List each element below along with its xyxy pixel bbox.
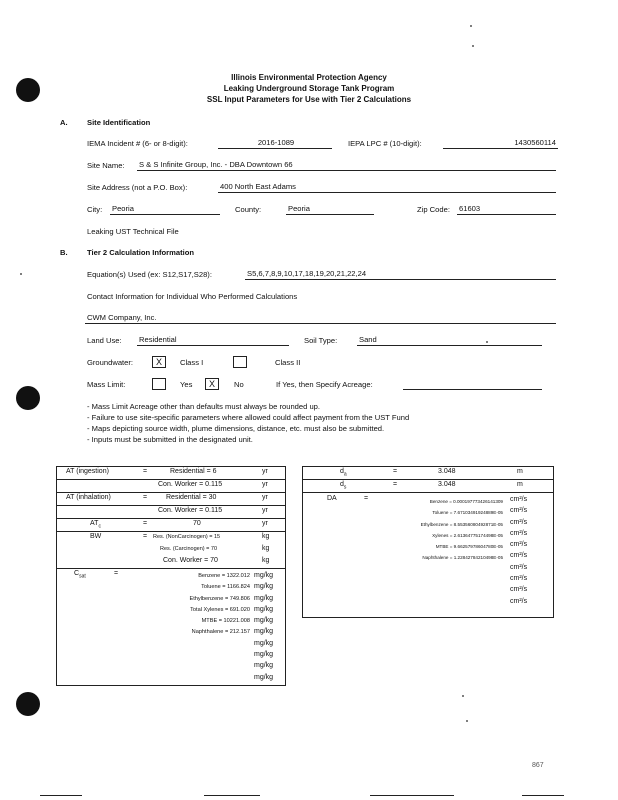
scan-speck [20, 273, 22, 275]
lpc-field[interactable]: 1430560114 [443, 138, 558, 149]
scan-speck [486, 341, 488, 343]
unit-m: m [517, 468, 523, 475]
csat-units [254, 570, 273, 683]
equals-sign: = [143, 494, 148, 501]
at-ingestion-residential: Residential = 6 [170, 468, 217, 475]
site-address-field[interactable]: 400 North East Adams [218, 182, 556, 193]
equations-label: Equation(s) Used (ex: S12,S17,S28): [87, 270, 212, 279]
unit-cm2s: cm²/s [510, 496, 528, 503]
unit-yr: yr [262, 468, 268, 475]
punch-hole-middle [16, 386, 40, 410]
site-name-field[interactable]: S & S Infinite Group, Inc. - DBA Downtown 66 [137, 160, 556, 171]
zip-label: Zip Code: [417, 205, 450, 214]
unit-m: m [517, 481, 523, 488]
unit-mgkg: mg/kg [254, 583, 274, 591]
unit-yr: yr [262, 520, 268, 527]
bw-label: BW [90, 533, 102, 540]
soil-type-field[interactable]: Sand [357, 335, 542, 346]
unit-kg: kg [262, 545, 270, 552]
DA-row: Toluene = 7.67103491924889E-05 [432, 510, 503, 516]
note-item: - Maps depicting source width, plume dimensions, distance, etc. must also be submitted. [87, 424, 385, 433]
csat-label: $C_{sat}$ [74, 570, 86, 580]
csat-row: Toluene = 1166.824 [201, 584, 250, 591]
mass-limit-label: Mass Limit: [87, 380, 126, 389]
unit-mgkg: mg/kg [254, 651, 274, 659]
at-inhalation-label: AT (inhalation) [66, 494, 111, 501]
unit-mgkg: mg/kg [254, 617, 274, 625]
zip-field[interactable]: 61603 [457, 204, 556, 215]
contact-field[interactable]: CWM Company, Inc. [85, 313, 556, 324]
unit-cm2s: cm²/s [510, 541, 528, 549]
unit-mgkg: mg/kg [254, 605, 274, 613]
at-ingestion-con-worker: Con. Worker = 0.115 [158, 481, 223, 488]
form-title: SSL Input Parameters for Use with Tier 2 Calculations [206, 95, 412, 104]
DA-row: Benzene = 0.000197773426141309 [429, 499, 503, 504]
mass-limit-yes-checkbox[interactable] [152, 378, 166, 390]
equals-sign: = [393, 481, 398, 488]
scan-mark [370, 795, 454, 796]
unit-cm2s: cm²/s [510, 563, 528, 571]
unit-mgkg: mg/kg [254, 673, 274, 681]
land-use-label: Land Use: [87, 336, 122, 345]
mass-limit-no-label: No [234, 380, 244, 389]
equals-sign: = [114, 570, 119, 577]
page-number: 867 [532, 762, 544, 769]
unit-mgkg: mg/kg [254, 639, 274, 647]
punch-hole-bottom [16, 692, 40, 716]
csat-row: Total Xylenes = 691.020 [190, 606, 250, 613]
bw-con-worker: Con. Worker = 70 [163, 557, 218, 564]
county-label: County: [235, 205, 262, 214]
program-title: Leaking Underground Storage Tank Program [223, 84, 395, 93]
csat-row: Benzene = 1322.012 [198, 573, 250, 579]
unit-kg: kg [262, 557, 270, 564]
scan-speck [470, 25, 472, 27]
da-label: $d_a$ [340, 468, 347, 478]
contact-label: Contact Information for Individual Who Performed Calculations [87, 292, 298, 301]
unit-cm2s: cm²/s [510, 518, 528, 526]
scan-mark [522, 795, 564, 796]
unit-cm2s: cm²/s [510, 507, 528, 515]
unit-cm2s: cm²/s [510, 529, 528, 537]
unit-yr: yr [262, 481, 268, 488]
csat-row: Ethylbenzene = 749.806 [189, 595, 250, 602]
note-item: - Inputs must be submitted in the designated unit. [87, 435, 253, 444]
DA-row: Naphthalene = 1.22842784210498E-05 [422, 555, 503, 561]
bw-carcinogen: Res. (Carcinogen) = 70 [160, 546, 218, 552]
at-inhalation-con-worker: Con. Worker = 0.115 [158, 507, 223, 514]
mass-limit-yes-label: Yes [180, 380, 193, 389]
lpc-label: IEPA LPC # (10-digit): [348, 139, 422, 148]
ds-value: 3.048 [438, 481, 456, 488]
section-b-letter: B. [60, 248, 68, 257]
unit-cm2s: cm²/s [510, 575, 528, 583]
scan-speck [472, 45, 474, 47]
equals-sign: = [393, 468, 398, 475]
soil-type-label: Soil Type: [304, 336, 338, 345]
DA-values [360, 496, 503, 564]
DA-label: DA [327, 495, 337, 502]
class1-checkbox[interactable]: X [152, 356, 166, 368]
unit-yr: yr [262, 507, 268, 514]
unit-kg: kg [262, 533, 270, 540]
city-field[interactable]: Peoria [110, 204, 220, 215]
county-field[interactable]: Peoria [286, 204, 374, 215]
scan-mark [204, 795, 260, 796]
class2-checkbox[interactable] [233, 356, 247, 368]
unit-mgkg: mg/kg [254, 628, 274, 636]
site-name-label: Site Name: [87, 161, 125, 170]
unit-cm2s: cm²/s [510, 597, 528, 605]
technical-file-label: Leaking UST Technical File [87, 227, 179, 236]
city-label: City: [87, 205, 103, 214]
unit-yr: yr [262, 494, 268, 501]
atc-label: $AT_c$ [90, 520, 101, 530]
mass-limit-no-checkbox[interactable]: X [205, 378, 219, 390]
at-inhalation-residential: Residential = 30 [166, 494, 217, 501]
acreage-field[interactable] [403, 379, 542, 390]
section-a-letter: A. [60, 118, 68, 127]
class1-label: Class I [180, 358, 204, 367]
csat-row: MTBE = 10221.008 [201, 618, 250, 625]
DA-row: Xylenes = 2.61364775174498E-05 [432, 532, 503, 538]
incident-field[interactable]: 2016-1089 [218, 138, 332, 149]
unit-mgkg: mg/kg [254, 572, 274, 579]
ds-label: $d_s$ [340, 481, 347, 491]
equals-sign: = [143, 533, 148, 540]
section-b-title: Tier 2 Calculation Information [87, 248, 195, 257]
csat-values [120, 571, 250, 639]
DA-row: Ethylbenzene = 8.55356080492871E-05 [420, 521, 503, 527]
note-item: - Mass Limit Acreage other than defaults must always be rounded up. [87, 402, 320, 411]
equals-sign: = [364, 495, 369, 502]
unit-cm2s: cm²/s [510, 552, 528, 560]
class2-label: Class II [275, 358, 301, 367]
DA-units [510, 494, 527, 607]
csat-row: Naphthalene = 212.157 [191, 629, 250, 636]
groundwater-label: Groundwater: [87, 358, 134, 367]
da-value: 3.048 [438, 468, 456, 475]
note-item: - Failure to use site-specific parameters where allowed could affect payment from the UST Fund [87, 413, 410, 422]
equations-field[interactable]: S5,6,7,8,9,10,17,18,19,20,21,22,24 [245, 269, 556, 280]
unit-mgkg: mg/kg [254, 594, 274, 602]
notes-list [87, 401, 409, 445]
agency-title: Illinois Environmental Protection Agency [231, 73, 387, 82]
unit-cm2s: cm²/s [510, 586, 528, 594]
at-ingestion-label: AT (ingestion) [66, 468, 109, 475]
equals-sign: = [143, 468, 148, 475]
incident-label: IEMA Incident # (6- or 8-digit): [87, 139, 188, 148]
DA-row: MTBE = 9.66257978604780E-05 [435, 544, 503, 550]
acreage-label: If Yes, then Specify Acreage: [276, 380, 373, 389]
unit-mgkg: mg/kg [254, 662, 274, 670]
equals-sign: = [143, 520, 148, 527]
scan-mark [40, 795, 82, 796]
section-a-title: Site Identification [87, 118, 151, 127]
site-address-label: Site Address (not a P.O. Box): [87, 183, 188, 192]
scan-speck [462, 695, 464, 697]
land-use-field[interactable]: Residential [137, 335, 289, 346]
scan-speck [466, 720, 468, 722]
atc-value: 70 [193, 520, 201, 527]
bw-noncarcinogen: Res. (NonCarcinogen) = 15 [153, 534, 221, 540]
